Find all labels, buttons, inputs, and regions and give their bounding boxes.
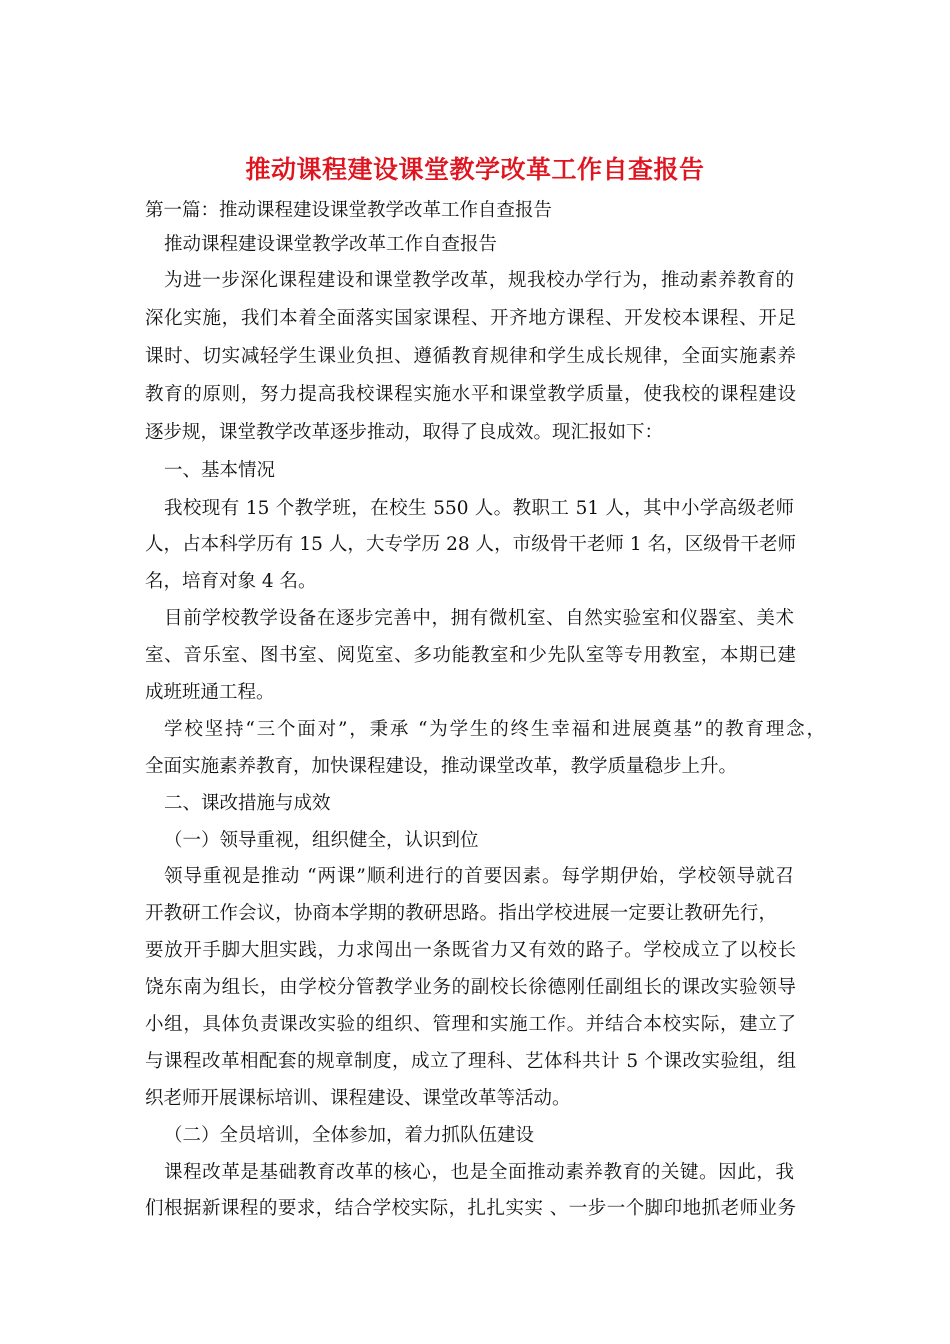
body-line: 课程改革是基础教育改革的核心，也是全面推动素养教育的关键。因此，我 bbox=[164, 1162, 794, 1183]
body-line: 一、基本情况 bbox=[164, 460, 276, 481]
body-line: 目前学校教学设备在逐步完善中，拥有微机室、自然实验室和仪器室、美术 bbox=[164, 608, 794, 629]
body-line: 学校坚持“三个面对”，秉承 “为学生的终生幸福和进展奠基”的教育理念， bbox=[164, 719, 825, 740]
body-line: 饶东南为组长，由学校分管教学业务的副校长徐德刚任副组长的课改实验领导 bbox=[145, 977, 796, 998]
body-line: 领导重视是推动 “两课”顺利进行的首要因素。每学期伊始，学校领导就召 bbox=[164, 866, 794, 887]
body-line: 推动课程建设课堂教学改革工作自查报告 bbox=[164, 234, 498, 255]
body-line: 第一篇：推动课程建设课堂教学改革工作自查报告 bbox=[145, 200, 553, 221]
body-line: 们根据新课程的要求，结合学校实际，扎扎实实 、一步一个脚印地抓老师业务 bbox=[145, 1198, 796, 1219]
body-line: 要放开手脚大胆实践，力求闯出一条既省力又有效的路子。学校成立了以校长 bbox=[145, 940, 796, 961]
body-line: 我校现有 15 个教学班，在校生 550 人。教职工 51 人，其中小学高级老师 bbox=[164, 498, 794, 519]
body-line: 人，占本科学历有 15 人，大专学历 28 人，市级骨干老师 1 名，区级骨干老师 bbox=[145, 534, 796, 555]
body-line: 小组，具体负责课改实验的组织、管理和实施工作。并结合本校实际，建立了 bbox=[145, 1014, 796, 1035]
body-line: 二、课改措施与成效 bbox=[164, 793, 331, 814]
body-line: 成班班通工程。 bbox=[145, 682, 275, 703]
body-line: （二）全员培训，全体参加，着力抓队伍建设 bbox=[164, 1125, 535, 1146]
body-line: 织老师开展课标培训、课程建设、课堂改革等活动。 bbox=[145, 1088, 571, 1109]
body-line: 开教研工作会议，协商本学期的教研思路。指出学校进展一定要让教研先行， bbox=[145, 903, 777, 924]
body-line: 全面实施素养教育，加快课程建设，推动课堂改革，教学质量稳步上升。 bbox=[145, 756, 738, 777]
body-line: （一）领导重视，组织健全，认识到位 bbox=[164, 830, 479, 851]
body-line: 逐步规，课堂教学改革逐步推动，取得了良成效。现汇报如下： bbox=[145, 422, 664, 443]
body-line: 与课程改革相配套的规章制度，成立了理科、艺体科共计 5 个课改实验组，组 bbox=[145, 1051, 796, 1072]
body-line: 教育的原则，努力提高我校课程实施水平和课堂教学质量，使我校的课程建设 bbox=[145, 384, 796, 405]
body-line: 为进一步深化课程建设和课堂教学改革，规我校办学行为，推动素养教育的 bbox=[164, 270, 794, 291]
body-line: 深化实施，我们本着全面落实国家课程、开齐地方课程、开发校本课程、开足 bbox=[145, 308, 796, 329]
body-line: 室、音乐室、图书室、阅览室、多功能教室和少先队室等专用教室，本期已建 bbox=[145, 645, 796, 666]
body-line: 名，培育对象 4 名。 bbox=[145, 571, 317, 592]
body-line: 课时、切实减轻学生课业负担、遵循教育规律和学生成长规律，全面实施素养 bbox=[145, 346, 796, 367]
document-title: 推动课程建设课堂教学改革工作自查报告 bbox=[245, 155, 705, 184]
